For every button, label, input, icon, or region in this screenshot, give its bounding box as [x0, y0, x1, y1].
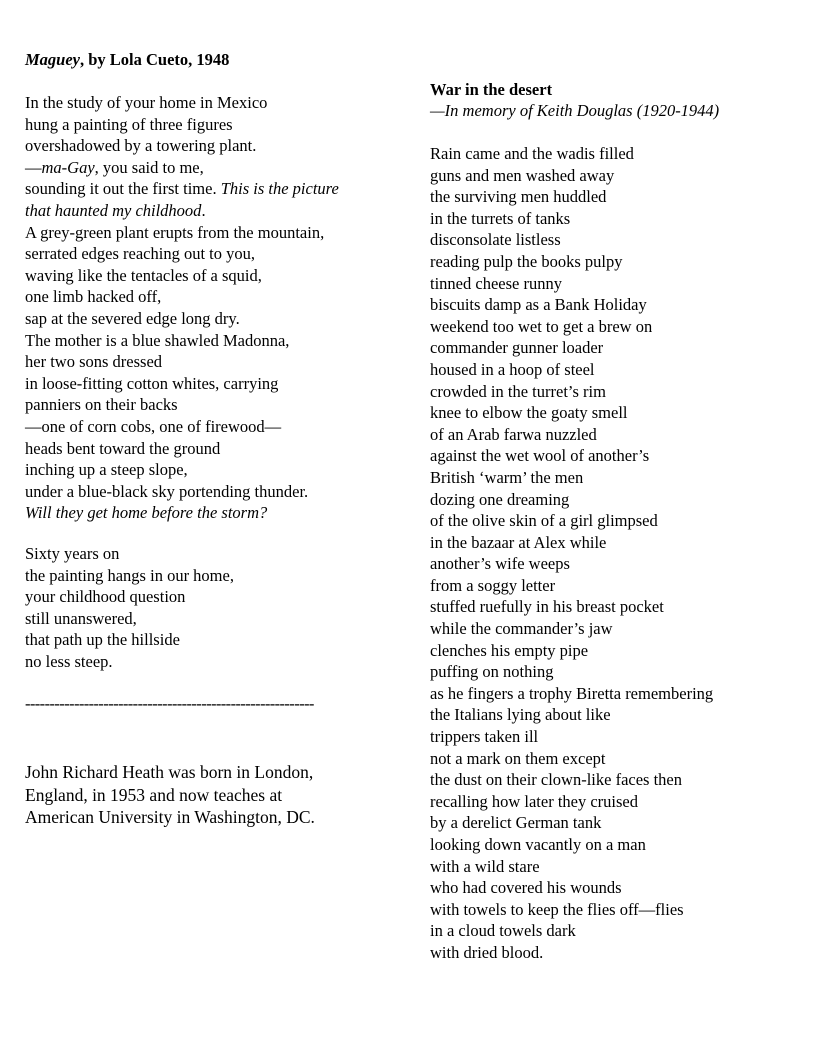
text: overshadowed by a towering plant. — [25, 136, 257, 156]
poem-line: clenches his empty pipe — [430, 640, 589, 660]
section-divider: ----------------------------------------------------------- — [25, 694, 314, 713]
poem-line — [25, 92, 339, 114]
poem2-body — [430, 143, 713, 964]
text: . — [201, 200, 206, 220]
poem-line: dozing one dreaming — [430, 489, 570, 509]
poem-line — [25, 394, 339, 416]
poem-line — [25, 114, 339, 136]
poem-line — [25, 438, 339, 460]
poem-line: in a cloud towels dark — [430, 921, 576, 941]
poem-line: the painting hangs in our home, — [25, 565, 234, 585]
poem-line — [25, 330, 339, 352]
bio-line: England, in 1953 and now teaches at — [25, 784, 283, 805]
poem-line: no less steep. — [25, 651, 113, 671]
poem-line — [25, 286, 339, 308]
text: sap at the severed edge long dry. — [25, 308, 240, 328]
poem-line: another’s wife weeps — [430, 554, 570, 574]
poem1-stanza-1 — [25, 92, 339, 524]
text: in loose-fitting cotton whites, carrying — [25, 373, 279, 393]
author-bio — [25, 761, 315, 829]
bio-line: American University in Washington, DC. — [25, 807, 315, 827]
text: inching up a steep slope, — [25, 460, 188, 480]
poem-line: who had covered his wounds — [430, 878, 622, 898]
poem-line: that path up the hillside — [25, 630, 180, 650]
poem-line — [25, 222, 339, 244]
poem-line: disconsolate listless — [430, 230, 561, 250]
poem-line: commander gunner loader — [430, 338, 604, 358]
italic-text: that haunted my childhood — [25, 200, 202, 220]
bio-line: John Richard Heath was born in London, — [25, 762, 314, 782]
poem-line: with a wild stare — [430, 856, 540, 876]
poem2-dedication: —In memory of Keith Douglas (1920-1944) — [430, 101, 720, 120]
text: one limb hacked off, — [25, 287, 162, 307]
poem1-title — [25, 49, 229, 71]
poem-line: not a mark on them except — [430, 748, 606, 768]
poem1-title-italic: Maguey — [25, 50, 80, 69]
poem-line — [25, 481, 339, 503]
poem-line: of the olive skin of a girl glimpsed — [430, 511, 658, 531]
poem-line: reading pulp the books pulpy — [430, 251, 623, 271]
poem-line — [25, 416, 339, 438]
poem-line: against the wet wool of another’s — [430, 446, 650, 466]
text: under a blue-black sky portending thunder. — [25, 481, 309, 501]
poem-line: tinned cheese runny — [430, 273, 562, 293]
poem-line: by a derelict German tank — [430, 813, 602, 833]
italic-text: ma-Gay — [41, 157, 95, 177]
text: serrated edges reaching out to you, — [25, 244, 256, 264]
text: A grey-green plant erupts from the mountain, — [25, 222, 325, 242]
text: hung a painting of three figures — [25, 114, 233, 134]
poem-line: trippers taken ill — [430, 727, 539, 747]
poem-line — [25, 178, 339, 200]
poem-line — [25, 157, 339, 179]
poem-line: crowded in the turret’s rim — [430, 381, 606, 401]
poem-line: in the bazaar at Alex while — [430, 532, 607, 552]
poem-line — [25, 373, 339, 395]
poem-line: from a soggy letter — [430, 575, 556, 595]
poem-line: in the turrets of tanks — [430, 208, 571, 228]
poem-line: guns and men washed away — [430, 165, 615, 185]
poem-line — [25, 265, 339, 287]
italic-text: Will they get home before the storm? — [25, 503, 268, 523]
poem-line — [25, 502, 339, 524]
text: — — [25, 157, 42, 177]
text: waving like the tentacles of a squid, — [25, 265, 262, 285]
text: The mother is a blue shawled Madonna, — [25, 330, 290, 350]
poem-line: recalling how later they cruised — [430, 791, 638, 811]
poem1-stanza-2 — [25, 543, 234, 673]
text: her two sons dressed — [25, 352, 163, 372]
poem-line: with towels to keep the flies off—flies — [430, 899, 684, 919]
poem-line: the dust on their clown-like faces then — [430, 770, 683, 790]
poem-line: knee to elbow the goaty smell — [430, 403, 628, 423]
text: —one of corn cobs, one of firewood— — [25, 416, 282, 436]
poem-line: Rain came and the wadis filled — [430, 144, 634, 163]
poem-line — [25, 200, 339, 222]
poem-line: your childhood question — [25, 587, 186, 607]
poem-line: as he fingers a trophy Biretta remembering — [430, 683, 714, 703]
poem-line: weekend too wet to get a brew on — [430, 316, 653, 336]
poem-line — [25, 459, 339, 481]
poem-line: puffing on nothing — [430, 662, 554, 682]
poem-line — [25, 351, 339, 373]
poem-line: Sixty years on — [25, 544, 120, 563]
italic-text: This is the picture — [220, 179, 339, 199]
poem-line: while the commander’s jaw — [430, 619, 613, 639]
poem-line — [25, 308, 339, 330]
text: sounding it out the first time. — [25, 179, 221, 199]
poem-line: housed in a hoop of steel — [430, 359, 595, 379]
poem-line: with dried blood. — [430, 942, 544, 962]
poem-line — [25, 243, 339, 265]
text: In the study of your home in Mexico — [25, 93, 268, 112]
text: , you said to me, — [94, 157, 204, 177]
poem-line: looking down vacantly on a man — [430, 835, 646, 854]
poem-line: British ‘warm’ the men — [430, 467, 584, 487]
poem2-title: War in the desert — [430, 80, 553, 99]
poem-line: biscuits damp as a Bank Holiday — [430, 295, 647, 315]
text: heads bent toward the ground — [25, 438, 221, 458]
text: panniers on their backs — [25, 395, 178, 415]
poem-line: stuffed ruefully in his breast pocket — [430, 597, 664, 617]
poem1-title-rest: , by Lola Cueto, 1948 — [80, 50, 230, 69]
poem-line — [25, 135, 339, 157]
poem-line: the Italians lying about like — [430, 705, 611, 725]
poem-line: the surviving men huddled — [430, 187, 607, 207]
poem-line: of an Arab farwa nuzzled — [430, 424, 597, 444]
poem-line: still unanswered, — [25, 608, 137, 628]
